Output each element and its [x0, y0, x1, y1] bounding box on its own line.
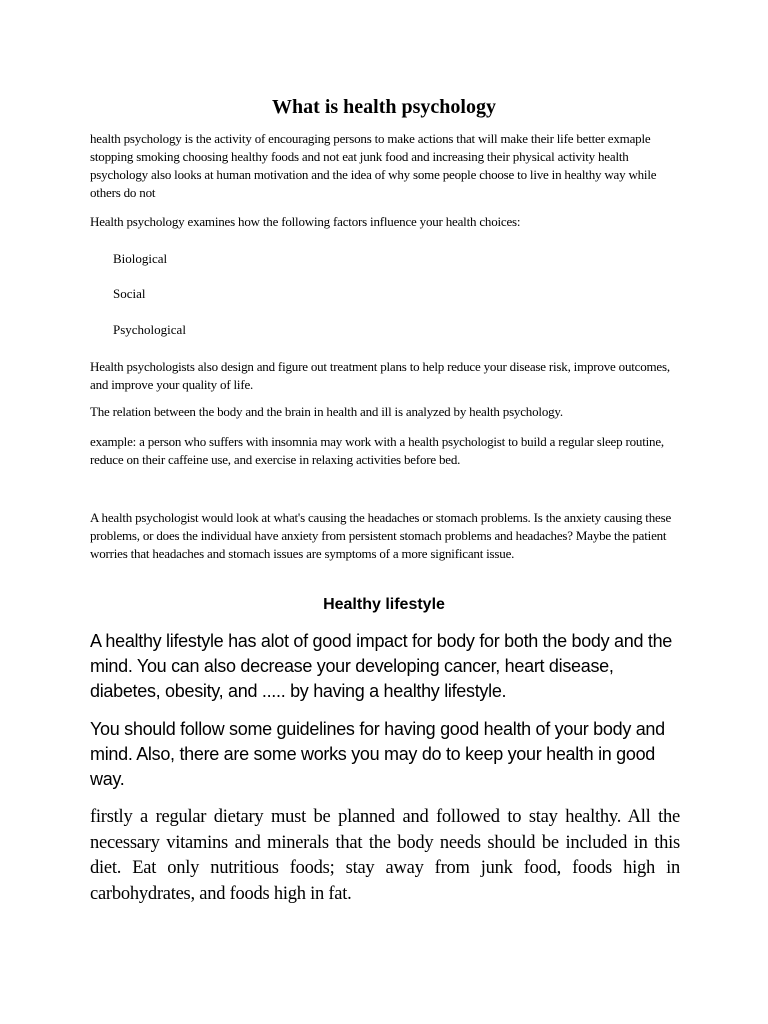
lifestyle-diet-paragraph: firstly a regular dietary must be planned and followed to stay healthy. All the necessary vitamins and minerals that the body needs should be included in this diet. Eat only nutritious foods; stay away from junk food, foods high in carbohydrates, and foods high in fat.	[90, 807, 680, 904]
section-heading-healthy-lifestyle: Healthy lifestyle	[323, 596, 445, 613]
treatment-paragraph: Health psychologists also design and figure out treatment plans to help reduce your disease risk, improve outcomes, and improve your quality of life.	[90, 359, 670, 392]
document-title: What is health psychology	[272, 96, 496, 118]
headaches-paragraph: A health psychologist would look at what's causing the headaches or stomach problems. Is the anxiety causing these problems, or does the individual have anxiety from persistent stomach problems and headaches? Maybe the patient worries that headaches and stomach issues are symptoms of a more significant issue.	[90, 510, 672, 561]
intro-paragraph: health psychology is the activity of encouraging persons to make actions that will make their life better exmaple stopping smoking choosing healthy foods and not eat junk food and increasing their physical activity health psychology also looks at human motivation and the idea of why some people choose to live in healthy way while others do not	[90, 131, 657, 200]
factor-item-social: Social	[113, 286, 146, 301]
factor-item-psychological: Psychological	[113, 322, 186, 337]
lifestyle-impact-paragraph: A healthy lifestyle has alot of good impact for body for both the body and the mind. You can also decrease your developing cancer, heart disease, diabetes, obesity, and ..... by having a healthy lifestyle.	[90, 631, 672, 701]
example-paragraph: example: a person who suffers with insomnia may work with a health psychologist to build a regular sleep routine, reduce on their caffeine use, and exercise in relaxing activities before bed.	[90, 434, 664, 467]
factors-intro-paragraph: Health psychology examines how the following factors influence your health choices:	[90, 214, 521, 229]
relation-paragraph: The relation between the body and the brain in health and ill is analyzed by health psychology.	[90, 404, 563, 419]
factor-item-biological: Biological	[113, 251, 168, 266]
lifestyle-guidelines-paragraph: You should follow some guidelines for having good health of your body and mind. Also, there are some works you may do to keep your health in good way.	[90, 719, 665, 789]
